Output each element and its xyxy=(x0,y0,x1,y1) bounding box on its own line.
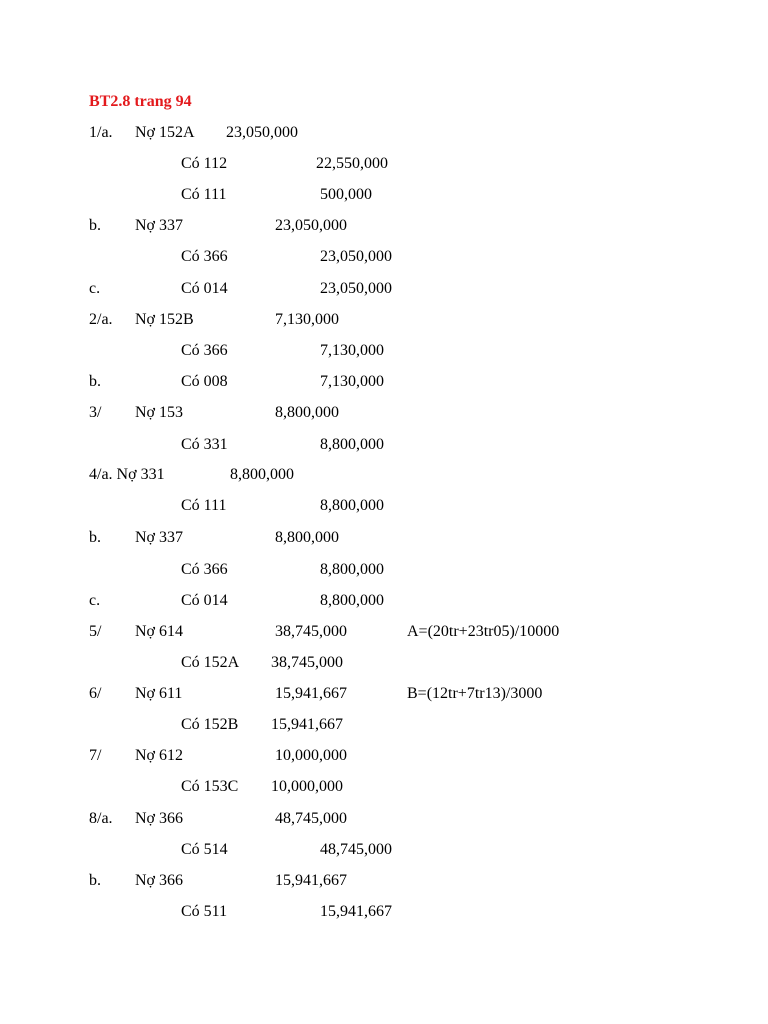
entry-amount: 22,550,000 xyxy=(316,155,388,172)
entry-amount: 8,800,000 xyxy=(320,497,384,514)
journal-line xyxy=(0,124,768,146)
entry-account: Nợ 152A xyxy=(135,124,195,141)
entry-label: 2/a. xyxy=(89,311,113,328)
journal-line xyxy=(0,872,768,894)
entry-account: Có 112 xyxy=(181,155,228,172)
entry-amount: 8,800,000 xyxy=(275,529,339,546)
journal-line xyxy=(0,436,768,458)
entry-label: b. xyxy=(89,872,101,889)
entry-account: Nợ 614 xyxy=(135,623,184,640)
journal-line xyxy=(0,747,768,769)
entry-account: Nợ 153 xyxy=(135,404,184,421)
entry-account: Nợ 366 xyxy=(135,872,184,889)
entry-amount: 48,745,000 xyxy=(275,810,347,827)
entry-account: Nợ 612 xyxy=(135,747,184,764)
entry-account: Nợ 611 xyxy=(135,685,183,702)
entry-account: Có 153C xyxy=(181,778,239,795)
entry-amount: 8,800,000 xyxy=(320,561,384,578)
entry-account: Có 014 xyxy=(181,280,228,297)
entry-label: c. xyxy=(89,592,101,609)
entry-account: Nợ 366 xyxy=(135,810,184,827)
entry-label: b. xyxy=(89,373,101,390)
journal-line xyxy=(0,592,768,614)
journal-line xyxy=(0,311,768,333)
entry-label: c. xyxy=(89,280,101,297)
journal-line xyxy=(0,810,768,832)
entry-label: 3/ xyxy=(89,404,102,421)
entry-account: Có 366 xyxy=(181,561,228,578)
entry-account: Nợ 337 xyxy=(135,529,184,546)
entry-label: 4/a. Nợ 331 xyxy=(89,466,165,483)
entry-amount: 8,800,000 xyxy=(275,404,339,421)
entry-label: 8/a. xyxy=(89,810,113,827)
entry-account: Có 511 xyxy=(181,903,228,920)
journal-line xyxy=(0,248,768,270)
entry-account: Có 366 xyxy=(181,342,228,359)
journal-line xyxy=(0,841,768,863)
entry-note: A=(20tr+23tr05)/10000 xyxy=(407,623,560,640)
journal-line xyxy=(0,778,768,800)
entry-amount: 7,130,000 xyxy=(320,373,384,390)
entry-amount: 23,050,000 xyxy=(320,248,392,265)
journal-line xyxy=(0,280,768,302)
entry-amount: 8,800,000 xyxy=(320,436,384,453)
entry-amount: 15,941,667 xyxy=(275,685,347,702)
entry-label: b. xyxy=(89,529,101,546)
entry-amount: 38,745,000 xyxy=(275,623,347,640)
entry-label: 7/ xyxy=(89,747,102,764)
entry-account: Có 008 xyxy=(181,373,228,390)
journal-line xyxy=(0,716,768,738)
entry-amount: 8,800,000 xyxy=(230,466,294,483)
entry-account: Có 152B xyxy=(181,716,239,733)
entry-amount: 8,800,000 xyxy=(320,592,384,609)
journal-line xyxy=(0,529,768,551)
entry-account: Có 514 xyxy=(181,841,228,858)
entry-amount: 7,130,000 xyxy=(275,311,339,328)
entry-amount: 15,941,667 xyxy=(271,716,343,733)
entry-amount: 15,941,667 xyxy=(275,872,347,889)
entry-account: Có 152A xyxy=(181,654,240,671)
entry-amount: 23,050,000 xyxy=(275,217,347,234)
entry-amount: 10,000,000 xyxy=(275,747,347,764)
entry-account: Có 331 xyxy=(181,436,228,453)
entry-account: Có 111 xyxy=(181,497,227,514)
journal-line xyxy=(0,561,768,583)
journal-line xyxy=(0,654,768,676)
entry-amount: 23,050,000 xyxy=(226,124,298,141)
entry-amount: 500,000 xyxy=(320,186,372,203)
journal-line xyxy=(0,903,768,925)
entry-account: Có 014 xyxy=(181,592,228,609)
entry-label: 1/a. xyxy=(89,124,113,141)
entry-amount: 23,050,000 xyxy=(320,280,392,297)
journal-line xyxy=(0,685,768,707)
entry-account: Có 366 xyxy=(181,248,228,265)
entry-label: 5/ xyxy=(89,623,102,640)
entry-amount: 7,130,000 xyxy=(320,342,384,359)
journal-line xyxy=(0,373,768,395)
entry-label: b. xyxy=(89,217,101,234)
journal-line xyxy=(0,466,768,488)
entry-amount: 48,745,000 xyxy=(320,841,392,858)
journal-line xyxy=(0,404,768,426)
entry-note: B=(12tr+7tr13)/3000 xyxy=(407,685,543,702)
journal-line xyxy=(0,342,768,364)
entry-account: Nợ 152B xyxy=(135,311,194,328)
journal-line xyxy=(0,497,768,519)
entry-amount: 10,000,000 xyxy=(271,778,343,795)
document-title: BT2.8 trang 94 xyxy=(89,93,192,110)
journal-line xyxy=(0,186,768,208)
entry-account: Có 111 xyxy=(181,186,227,203)
journal-line xyxy=(0,217,768,239)
entry-amount: 15,941,667 xyxy=(320,903,392,920)
entry-amount: 38,745,000 xyxy=(271,654,343,671)
journal-line xyxy=(0,155,768,177)
journal-line xyxy=(0,623,768,645)
entry-account: Nợ 337 xyxy=(135,217,184,234)
entry-label: 6/ xyxy=(89,685,102,702)
